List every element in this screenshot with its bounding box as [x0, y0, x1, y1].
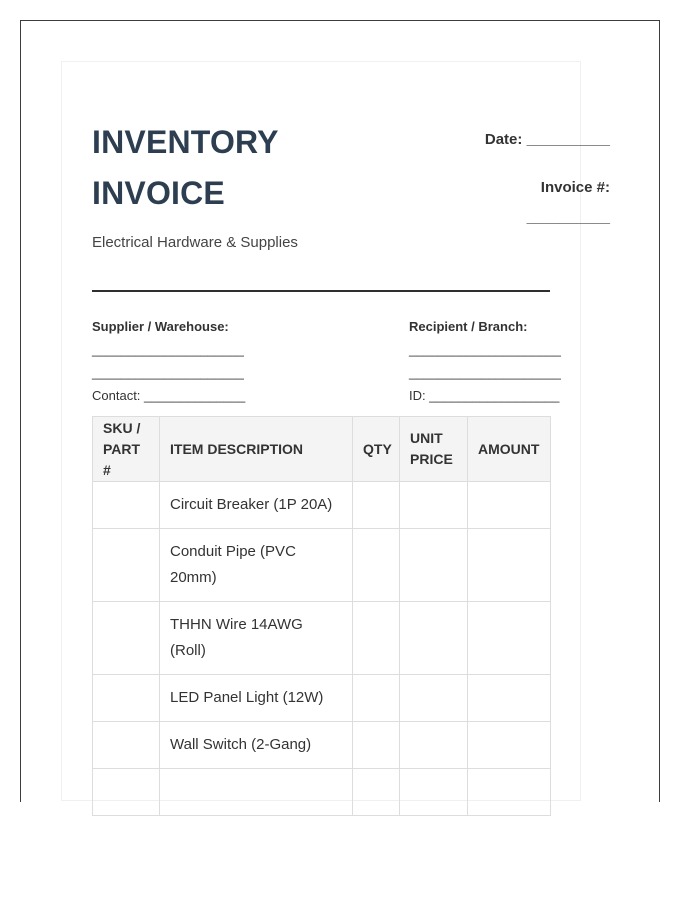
supplier-contact — [92, 384, 245, 407]
cell-sku — [93, 769, 160, 816]
cell-amount — [468, 722, 551, 769]
cell-description: THHN Wire 14AWG (Roll) — [160, 602, 353, 675]
recipient-heading: Recipient / Branch: — [409, 319, 528, 334]
cell-qty — [353, 722, 400, 769]
cell-unit-price — [400, 529, 468, 602]
cell-amount — [468, 529, 551, 602]
cell-amount — [468, 482, 551, 529]
cell-sku — [93, 482, 160, 529]
cell-sku — [93, 675, 160, 722]
date-field — [485, 131, 610, 148]
recipient-id-label: ID: — [409, 388, 426, 403]
recipient-line-2: _____________________ — [409, 365, 561, 380]
invoice-number-blank: __________ — [526, 209, 610, 226]
supplier-line-2: _____________________ — [92, 365, 244, 380]
cell-amount — [468, 602, 551, 675]
header-amount: AMOUNT — [468, 417, 551, 482]
cell-unit-price — [400, 482, 468, 529]
recipient-id — [409, 384, 561, 407]
supplier-heading: Supplier / Warehouse: — [92, 319, 229, 334]
invoice-number-label: Invoice #: — [540, 179, 610, 196]
recipient-id-blank: __________________ — [429, 388, 560, 403]
header-description: ITEM DESCRIPTION — [160, 417, 353, 482]
invoice-subtitle: Electrical Hardware & Supplies — [92, 234, 298, 251]
table-row — [93, 722, 551, 769]
cell-sku — [93, 722, 160, 769]
cell-description — [160, 769, 353, 816]
cell-qty — [353, 769, 400, 816]
header-divider — [92, 290, 550, 292]
cell-qty — [353, 675, 400, 722]
invoice-number-field — [527, 173, 610, 233]
header-qty: QTY — [353, 417, 400, 482]
cell-unit-price — [400, 675, 468, 722]
cell-amount — [468, 675, 551, 722]
table-row — [93, 675, 551, 722]
supplier-block — [92, 315, 245, 407]
supplier-contact-blank: ______________ — [144, 388, 246, 403]
table-row — [93, 482, 551, 529]
cell-description: Circuit Breaker (1P 20A) — [160, 482, 353, 529]
date-label: Date: — [484, 131, 523, 148]
table-header-row — [93, 417, 551, 482]
table-row — [93, 769, 551, 816]
cell-description: Conduit Pipe (PVC 20mm) — [160, 529, 353, 602]
table-row — [93, 602, 551, 675]
date-blank: __________ — [526, 131, 610, 148]
header-sku: SKU / PART # — [93, 417, 160, 482]
cell-description: LED Panel Light (12W) — [160, 675, 353, 722]
items-table — [92, 416, 551, 816]
supplier-line-1: _____________________ — [92, 342, 244, 357]
cell-unit-price — [400, 769, 468, 816]
cell-qty — [353, 529, 400, 602]
cell-qty — [353, 482, 400, 529]
header-unit-price: UNIT PRICE — [400, 417, 468, 482]
cell-amount — [468, 769, 551, 816]
invoice-title — [92, 117, 279, 219]
cell-unit-price — [400, 602, 468, 675]
title-line-1: INVENTORY — [92, 124, 279, 160]
cell-sku — [93, 602, 160, 675]
cell-qty — [353, 602, 400, 675]
cell-unit-price — [400, 722, 468, 769]
recipient-block — [409, 315, 561, 407]
cell-sku — [93, 529, 160, 602]
title-line-2: INVOICE — [92, 175, 225, 211]
supplier-contact-label: Contact: — [92, 388, 141, 403]
cell-description: Wall Switch (2-Gang) — [160, 722, 353, 769]
recipient-line-1: _____________________ — [409, 342, 561, 357]
table-row — [93, 529, 551, 602]
